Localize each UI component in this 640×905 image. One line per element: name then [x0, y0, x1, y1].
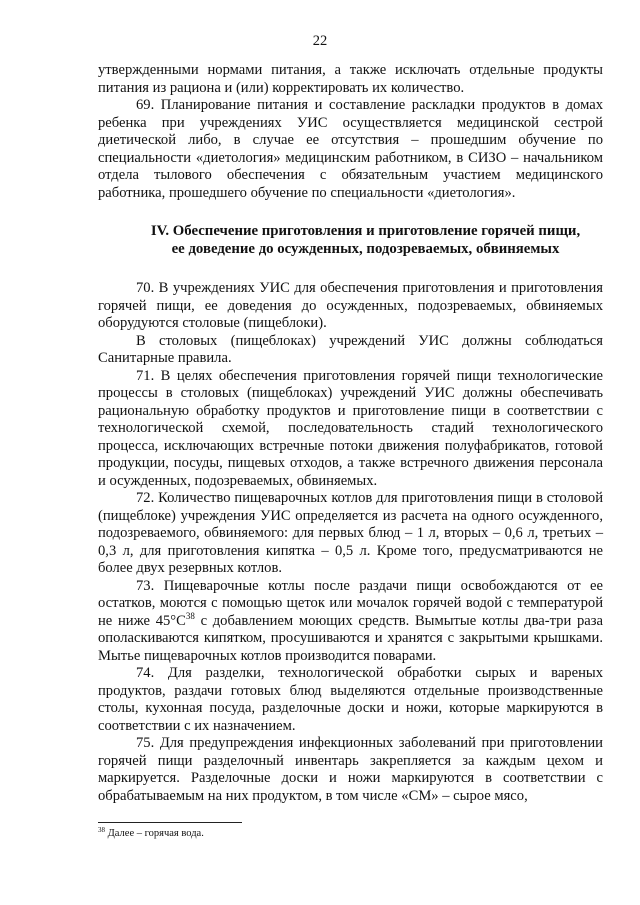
paragraph-73: [98, 578, 603, 666]
paragraph-continuation: утвержденными нормами питания, а также исключать отдельные продукты питания из рациона и (или) корректировать их количество.: [98, 62, 603, 96]
section-heading: [98, 222, 603, 258]
paragraph-72: 72. Количество пищеварочных котлов для приготовления пищи в столовой (пищеблоке) учреждения УИС определяется из расчета на одного осужденного, подозреваемого, обвиняемого: для первых блюд – 1 л, вторых – 0,6 л, третьих – 0,3 л, для приготовления кипятка – 0,5 л. Кроме того, предусматриваются не более двух резервных котлов.: [98, 490, 603, 576]
body-text: [98, 62, 603, 805]
paragraph-70-sanitary: В столовых (пищеблоках) учреждений УИС должны соблюдаться Санитарные правила.: [98, 332, 603, 366]
paragraph-74: 74. Для разделки, технологической обработки сырых и вареных продуктов, раздачи готовых блюд выделяются отдельные производственные столы, кухонная посуда, разделочные доски и ножи, которые маркируются в соответствии с их назначением.: [98, 665, 603, 734]
paragraph-70: 70. В учреждениях УИС для обеспечения приготовления и приготовления горячей пищи, ее доведения до осужденных, подозреваемых, обвиняемых оборудуются столовые (пищеблоки).: [98, 280, 603, 331]
footnote-reference: 38: [185, 610, 195, 621]
paragraph-73-part-2: с добавлением моющих средств. Вымытые котлы два-три раза ополаскиваются кипятком, просушиваются и хранятся с закрытыми крышками. Мытье пищеварочных котлов производится поварами.: [98, 612, 603, 664]
footnote-divider: [98, 822, 242, 823]
footnote-text: Далее – горячая вода.: [105, 828, 204, 839]
section-heading-line-1: IV. Обеспечение приготовления и приготовление горячей пищи,: [150, 223, 581, 239]
paragraph-73-part-1: 73. Пищеварочные котлы после раздачи пищи освобождаются от ее остатков, моются с помощью щеток или мочалок горячей водой с температурой не ниже 45°C: [98, 577, 603, 629]
paragraph-75: 75. Для предупреждения инфекционных заболеваний при приготовлении горячей пищи разделочный инвентарь закрепляется за каждым цехом и маркируется. Разделочные доски и ножи маркируются в соответствии с обрабатываемым на них продуктом, в том числе «СМ» – сырое мясо,: [98, 735, 603, 804]
section-heading-line-2: ее доведение до осужденных, подозреваемых, обвиняемых: [171, 241, 560, 257]
footnote: [98, 828, 204, 839]
paragraph-71: 71. В целях обеспечения приготовления горячей пищи технологические процессы в столовых (пищеблоках) учреждений УИС должны обеспечивать рациональную обработку продуктов и приготовление пищи в соответствии с технологической схемой, последовательность стадий технологического процесса, исключающих встречные потоки движения полуфабрикатов, готовой продукции, посуды, пищевых отходов, а также встречного движения персонала и осужденных, подозреваемых, обвиняемых.: [98, 367, 603, 489]
paragraph-69: 69. Планирование питания и составление раскладки продуктов в домах ребенка при учреждениях УИС осуществляется медицинской сестрой диетической либо, в случае ее отсутствия – прошедшим обучение по специальности «диетология» медицинским работником, в СИЗО – начальником отдела тылового обеспечения с обязательным участием медицинского работника, прошедшего обучение по специальности «диетология».: [98, 97, 603, 201]
page-number: 22: [312, 33, 328, 49]
footnote-marker: 38: [98, 826, 105, 834]
